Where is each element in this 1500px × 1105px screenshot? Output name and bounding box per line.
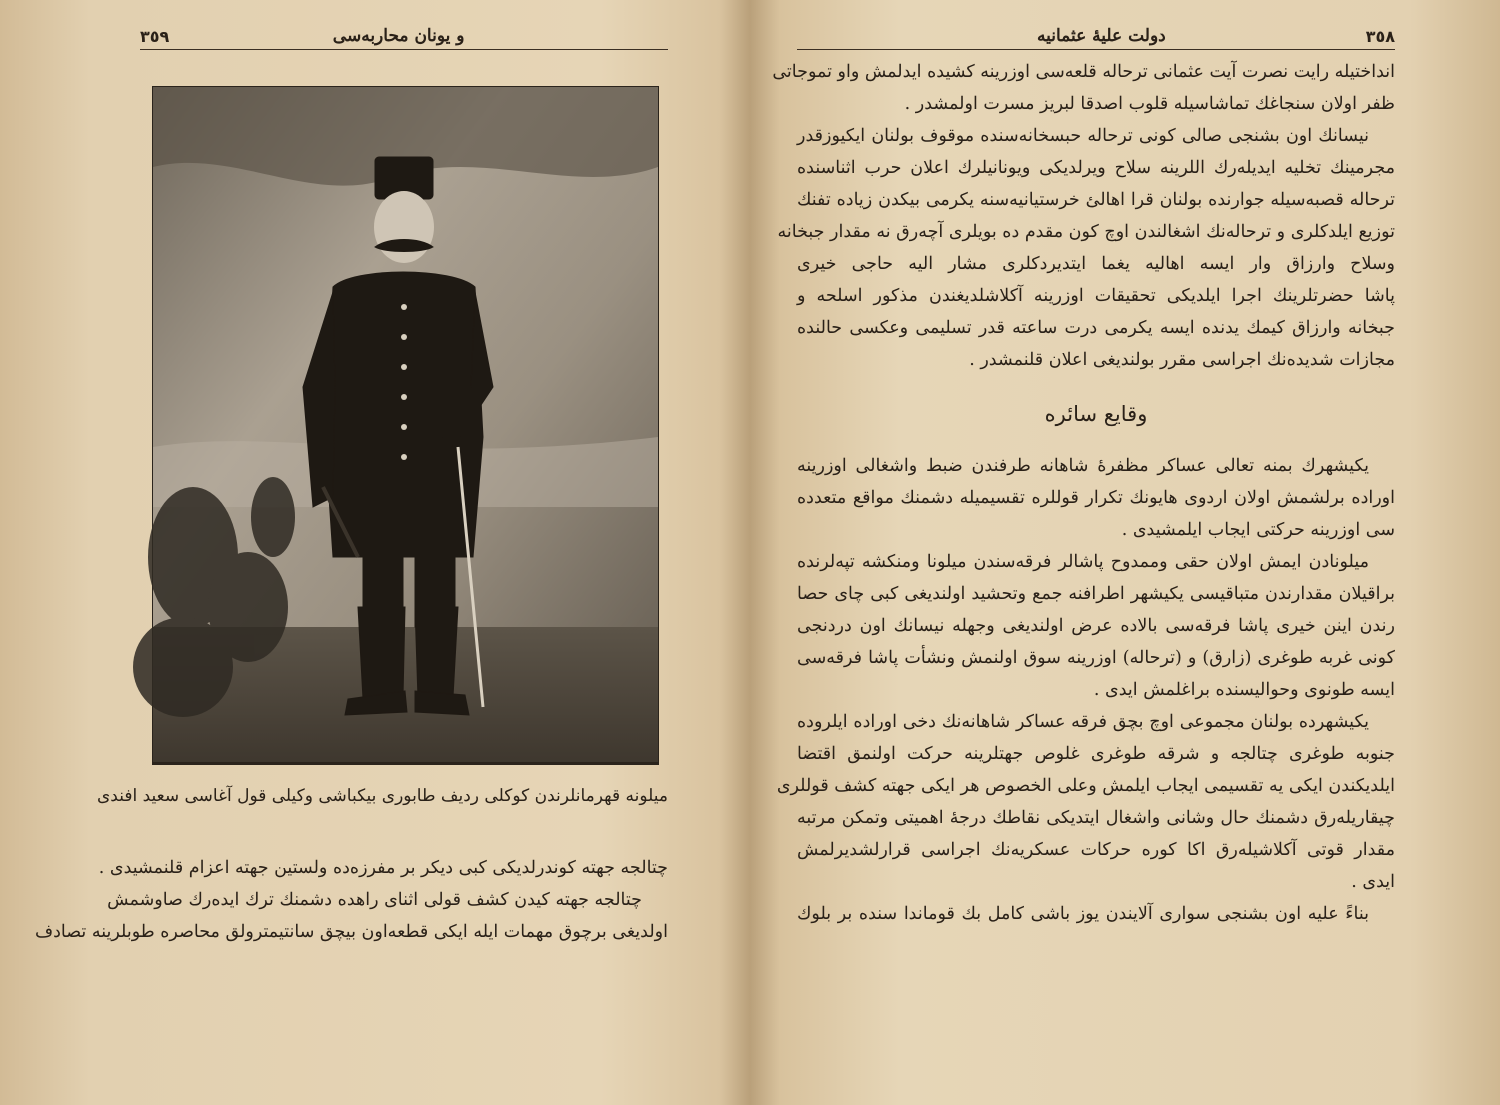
right-page [752,0,1500,1105]
text-line: ظفر اولان سنجاغك تماشاسيله قلوب اصدقا لبريز مسرت اولمشدر . [904,94,1395,114]
text-line: سى اوزرينه حركتى ايجاب ايلمشيدى . [1121,520,1395,540]
text-line: ترحاله قصبه‌سيله جوارنده بولنان قرا اهالئ خرستيانيه‌سنه يكرمى بيكدن زياده تفنك [797,190,1395,210]
photo-caption: ميلونه قهرمانلرندن كوكلى رديف طابورى بيكباشى وكيلى قول آغاسى سعيد افندى [96,786,668,806]
left-page [0,0,748,1105]
left-running-title: و يونان محاربه‌سى [332,26,465,46]
text-line: بناءً عليه اون بشنجى سوارى آلايندن يوز باشى كامل بك قوماندا سنده بر بلوك [797,904,1369,924]
right-page-header [797,20,1395,50]
right-page-number: ٣٥٨ [1365,27,1395,46]
text-line: چتالجه جهته كيدن كشف قولى اثناى راهده دشمنك ترك ايده‌رك صاوشمش [107,890,642,910]
text-line: چتالجه جهته كوندرلديكى كبى ديكر بر مفرزه‌ده ولستين جهته اعزام قلنمشيدى . [98,858,668,878]
text-line: جبخانه وارزاق كيمك يدنده ايسه يكرمى درت ساعته قدر تسليمى وعكسى حالنده [797,318,1395,338]
right-page-text [772,56,1395,930]
text-line: مجرمينك تخليه ايديله‌رك اللرينه سلاح ويرلديكى ويونانيلرك اعلان حرب اثناسنده [797,158,1395,178]
portrait-illustration [153,87,658,764]
section-heading: وقايع سائره [1044,402,1148,426]
portrait-photo [152,86,659,765]
left-page-text [34,852,668,948]
left-page-header [140,20,668,50]
text-line: اولديغى برچوق مهمات ايله ايكى قطعه‌اون بيچق سانتيمترولق محاصره طوبلرينه تصادف [34,922,668,942]
text-line: يكيشهرده بولنان مجموعى اوچ بچق فرقه عساكر شاهانه‌نك دخى اوراده ايلروده [797,712,1369,732]
text-line: وسلاح وارزاق وار ايسه اهاليه يغما ايتديردكلرى مشار اليه حاجى خيرى [797,254,1395,274]
text-line: اوراده برلشمش اولان اردوى هايونك تكرار قوللره تقسيميله دشمنك مواقع متعدده‌ [797,488,1395,508]
text-line: پاشا حضرتلرينك اجرا ايلديكى تحقيقات اوزرينه آكلاشلديغندن مذكور اسلحه و [797,286,1395,306]
text-line: مجازات شديده‌نك اجراسى مقرر بولنديغى اعلان قلنمشدر . [969,350,1395,370]
text-line: كونى غربه طوغرى (زارق) و (ترحاله) اوزرينه سوق اولنمش ونشأت پاشا فرقه‌سى [797,648,1395,668]
text-line: ايدى . [1351,872,1395,892]
text-line: انداختيله رايت نصرت آيت عثمانى ترحاله قلعه‌سى اوزرينه كشيده ايدلمش واو تموجاتى [772,62,1395,82]
text-line: يكيشهرك بمنه تعالى عساكر مظفرهٔ شاهانه طرفندن ضبط واشغالى اوزرينه [797,456,1369,476]
text-line: توزيع ايلدكلرى و ترحاله‌نك اشغالندن اوچ كون مقدم ده بويلرى آچه‌رق نه مقدار جبخانه [777,222,1395,242]
text-line: نيسانك اون بشنجى صالى كونى ترحاله حبسخانه‌سنده موقوف بولنان ايكيوزقدر [797,126,1369,146]
text-line: ايلديكندن ايكى يه تقسيمى ايجاب ايلمش وعلى الخصوص هر ايكى جهته كشف قوللرى [776,776,1395,796]
text-line: چيقاريله‌رق دشمنك حال وشانى واشغال ايتديكى نقاطك درجهٔ اهميتى وتمكن مرتبه [797,808,1395,828]
text-line: مقدار قوتى آكلاشيله‌رق اكا كوره حركات عسكريه‌نك اجراسى قرارلشديرلمش [797,840,1395,860]
text-line: ايسه طونوى وحواليسنده براغلمش ايدى . [1093,680,1395,700]
text-line: ميلونادن ايمش اولان حقى وممدوح پاشالر فرقه‌سندن ميلونا ومنكشه تپه‌لرنده [797,552,1369,572]
text-line: جنوبه طوغرى چتالجه و شرقه طوغرى غلوص جهتلرينه حركت اولنمق اقتضا [797,744,1395,764]
left-page-number: ٣٥٩ [140,27,170,46]
text-line: براقيلان مقدارندن متباقيسى يكيشهر اطرافنه جمع وتحشيد اولنديغى كبى چاى حصا [797,584,1395,604]
right-running-title: دولت عليهٔ عثمانيه [1036,26,1166,46]
text-line: رندن اينن خيرى پاشا فرقه‌سى بالاده عرض اولنديغى وجهله نيسانك اون دردنجى [797,616,1395,636]
